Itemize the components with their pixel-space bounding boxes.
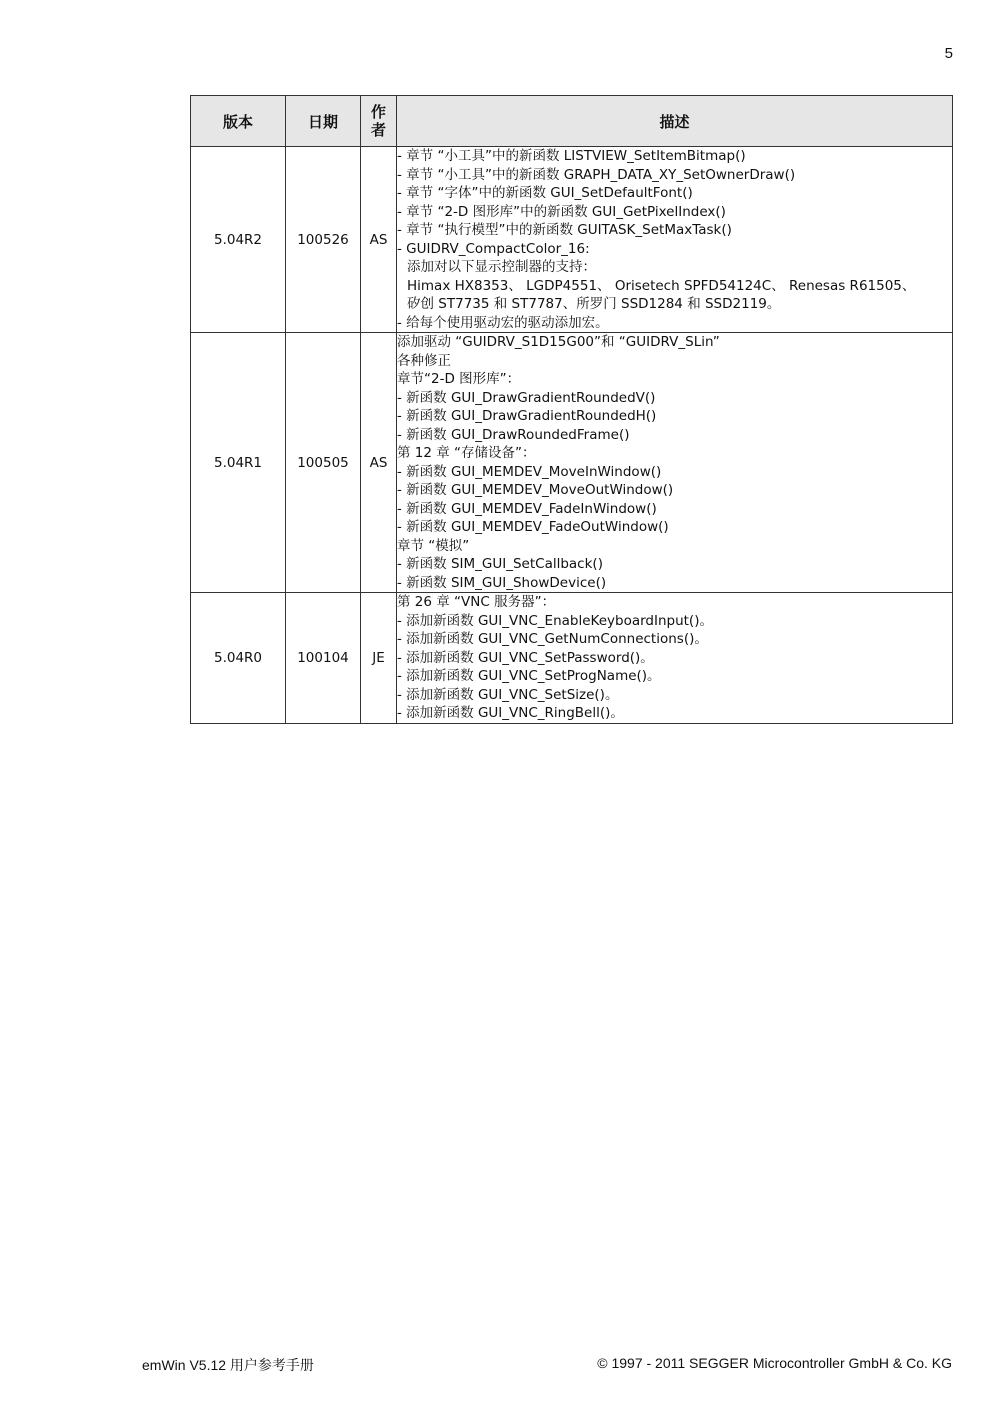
description-line: - 添加新函数 GUI_VNC_SetSize()。 [397, 686, 619, 703]
table-header-row [191, 96, 953, 147]
description-line: 章节“2-D 图形库”： [397, 371, 521, 387]
description-line: - 新函数 GUI_MEMDEV_MoveInWindow() [397, 463, 662, 480]
table-row [191, 333, 953, 593]
description-cell [397, 593, 953, 724]
table-row [191, 593, 953, 724]
header-author [361, 96, 397, 147]
description-line: - 添加新函数 GUI_VNC_GetNumConnections()。 [397, 631, 708, 647]
description-line: - 新函数 GUI_DrawGradientRoundedV() [397, 389, 656, 406]
description-line: - 新函数 GUI_MEMDEV_MoveOutWindow() [397, 482, 674, 498]
description-line: - 添加新函数 GUI_VNC_SetPassword()。 [397, 649, 654, 666]
revision-history-table [190, 95, 953, 724]
description-line: - 新函数 GUI_MEMDEV_FadeOutWindow() [397, 519, 669, 535]
description-line: - 新函数 SIM_GUI_SetCallback() [397, 556, 603, 572]
description-line: - 章节 “执行模型”中的新函数 GUITASK_SetMaxTask() [397, 222, 732, 238]
author-cell: AS [361, 147, 397, 333]
description-line: 矽创 ST7735 和 ST7787、所罗门 SSD1284 和 SSD2119。 [407, 296, 781, 312]
description-cell [397, 333, 953, 593]
date-cell: 100104 [286, 593, 361, 724]
version-cell: 5.04R1 [191, 333, 286, 593]
footer-manual-title: emWin V5.12 用户参考手册 [142, 1357, 314, 1373]
description-line: - 添加新函数 GUI_VNC_RingBell()。 [397, 705, 624, 721]
header-description: 描述 [397, 96, 953, 147]
header-author-line2: 者 [370, 121, 386, 139]
description-line: - 章节 “小工具”中的新函数 LISTVIEW_SetItemBitmap() [397, 148, 746, 164]
description-line: - 添加新函数 GUI_VNC_SetProgName()。 [397, 668, 661, 684]
header-date: 日期 [286, 96, 361, 147]
description-line: 第 26 章 “VNC 服务器”： [397, 594, 556, 610]
author-cell: AS [361, 333, 397, 593]
table-row [191, 147, 953, 333]
description-line: - 给每个使用驱动宏的驱动添加宏。 [397, 314, 609, 331]
footer-copyright: © 1997 - 2011 SEGGER Microcontroller GmbH & Co. KG [597, 1355, 952, 1371]
date-cell: 100526 [286, 147, 361, 333]
description-line: - 新函数 GUI_DrawGradientRoundedH() [397, 408, 657, 424]
description-line: - 章节 “2-D 图形库”中的新函数 GUI_GetPixelIndex() [397, 203, 726, 220]
page-number: 5 [944, 45, 953, 62]
description-line: 添加驱动 “GUIDRV_S1D15G00”和 “GUIDRV_SLin” [397, 334, 720, 350]
description-line: 章节 “模拟” [397, 537, 470, 554]
header-version: 版本 [191, 96, 286, 147]
date-cell: 100505 [286, 333, 361, 593]
description-line: - 新函数 GUI_MEMDEV_FadeInWindow() [397, 500, 657, 517]
description-line: - 新函数 SIM_GUI_ShowDevice() [397, 574, 607, 591]
description-line: - 添加新函数 GUI_VNC_EnableKeyboardInput()。 [397, 612, 713, 629]
description-line: 各种修正 [397, 352, 451, 369]
description-line: 第 12 章 “存储设备”： [397, 445, 536, 461]
version-cell: 5.04R2 [191, 147, 286, 333]
description-line: - GUIDRV_CompactColor_16: [397, 240, 590, 257]
description-line: Himax HX8353、 LGDP4551、 Orisetech SPFD54124C、 Renesas R61505、 [407, 277, 916, 294]
description-line: - 章节 “字体”中的新函数 GUI_SetDefaultFont() [397, 185, 693, 201]
version-cell: 5.04R0 [191, 593, 286, 724]
author-cell: JE [361, 593, 397, 724]
header-author-line1: 作 [370, 103, 386, 121]
description-line: - 章节 “小工具”中的新函数 GRAPH_DATA_XY_SetOwnerDraw() [397, 166, 796, 183]
description-line: - 新函数 GUI_DrawRoundedFrame() [397, 426, 630, 443]
description-cell [397, 147, 953, 333]
description-line: 添加对以下显示控制器的支持： [407, 259, 596, 275]
